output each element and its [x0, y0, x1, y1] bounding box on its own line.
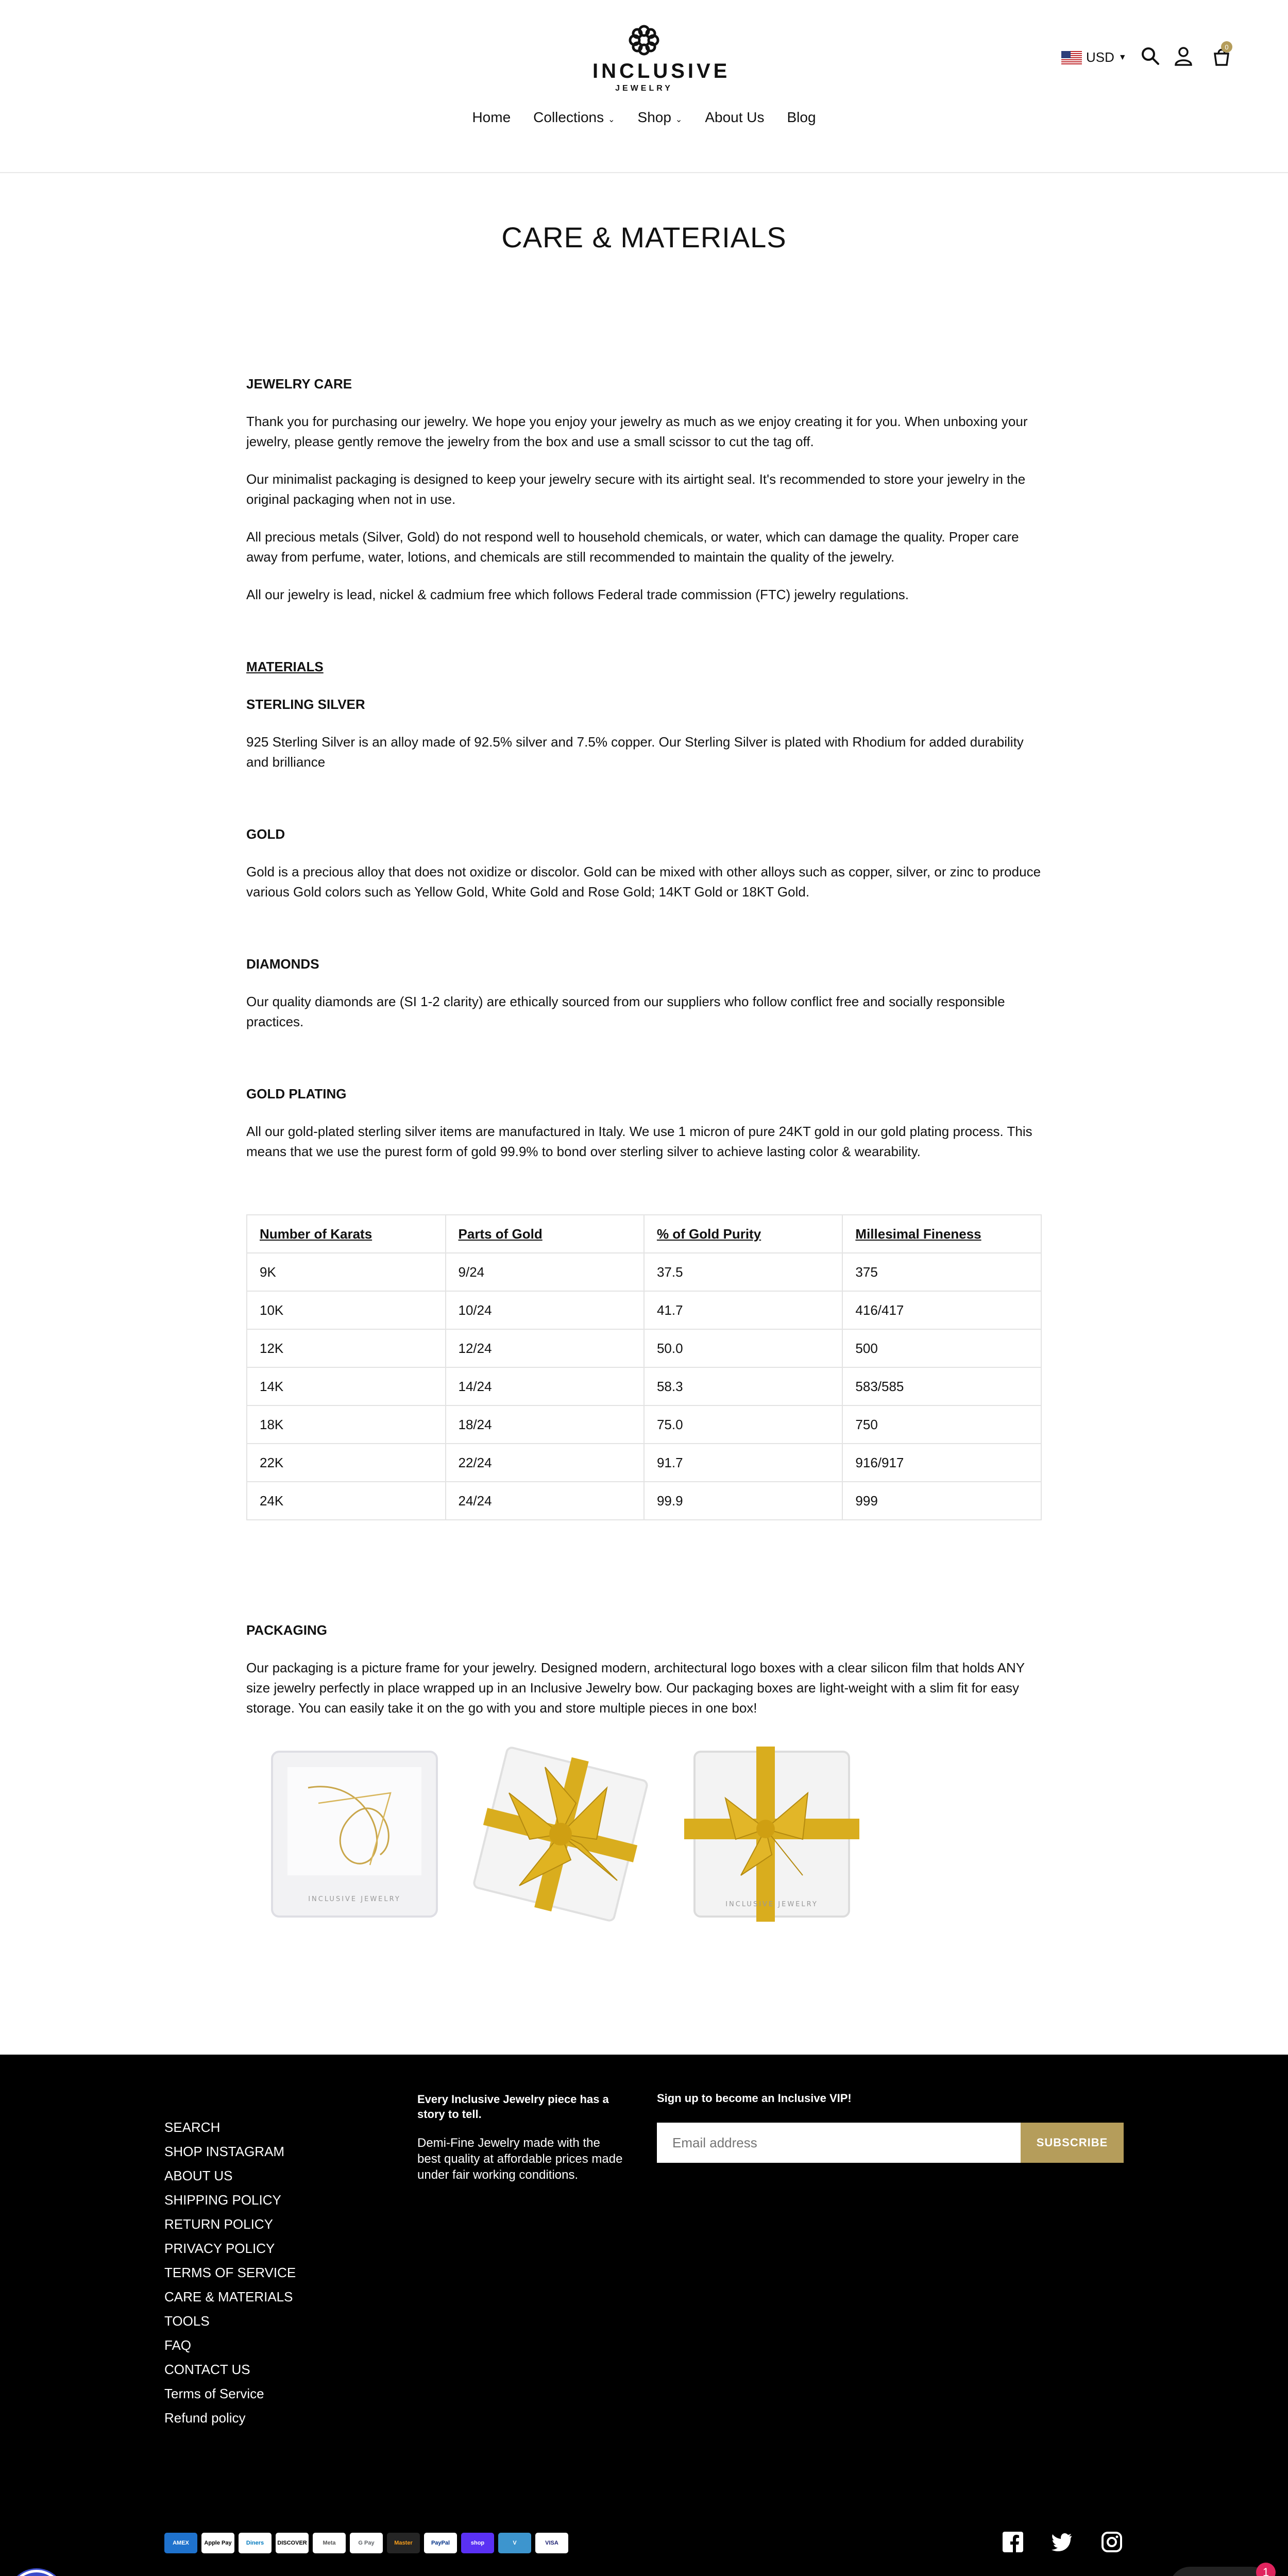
account-icon[interactable]: [1173, 45, 1194, 67]
table-cell: 24/24: [446, 1482, 644, 1520]
footer-about-heading: Every Inclusive Jewelry piece has a story to tell.: [417, 2093, 609, 2121]
site-footer: [0, 2055, 1288, 2576]
footer-about: [417, 2092, 623, 2183]
table-row: [247, 1482, 1041, 1520]
packaging-heading: PACKAGING: [246, 1622, 327, 1638]
table-cell: 41.7: [644, 1291, 842, 1329]
footer-link-care[interactable]: CARE & MATERIALS: [164, 2289, 293, 2304]
footer-link-tools[interactable]: TOOLS: [164, 2313, 210, 2329]
footer-link-terms[interactable]: TERMS OF SERVICE: [164, 2265, 296, 2280]
page-title: CARE & MATERIALS: [501, 221, 787, 253]
nav-about[interactable]: [705, 109, 764, 126]
main-nav: [0, 109, 1288, 126]
footer-link-about[interactable]: ABOUT US: [164, 2168, 233, 2183]
footer-link-shipping[interactable]: SHIPPING POLICY: [164, 2192, 281, 2208]
table-cell: 22/24: [446, 1444, 644, 1482]
table-cell: 18/24: [446, 1405, 644, 1444]
table-header-cell: Parts of Gold: [446, 1215, 644, 1253]
newsletter-heading: Sign up to become an Inclusive VIP!: [657, 2092, 852, 2105]
cart-count-badge: [1221, 41, 1232, 53]
nav-blog[interactable]: [787, 109, 816, 126]
currency-label: USD: [1086, 49, 1114, 65]
brand-name: INCLUSIVE: [592, 60, 731, 82]
footer-link-refund[interactable]: Refund policy: [164, 2410, 246, 2426]
table-cell: 50.0: [644, 1329, 842, 1367]
chevron-down-icon: ⌄: [608, 115, 615, 124]
gold-plating-paragraph: All our gold-plated sterling silver items are manufactured in Italy. We use 1 micron of pure 24KT gold in our gold plating process. This means that we use the purest form of gold 99.9% to bond over sterling silver to achieve lasting color & wearability.: [246, 1124, 1032, 1159]
page-content: [246, 374, 1042, 1162]
care-paragraph-4: All our jewelry is lead, nickel & cadmium free which follows Federal trade commission (FTC) jewelry regulations.: [246, 587, 909, 602]
table-cell: 24K: [247, 1482, 446, 1520]
box-brand-label: INCLUSIVE JEWELRY: [308, 1895, 401, 1903]
site-header: [0, 0, 1288, 173]
table-cell: 14K: [247, 1367, 446, 1405]
payment-icons: [164, 2533, 568, 2553]
table-cell: 999: [842, 1482, 1041, 1520]
table-cell: 37.5: [644, 1253, 842, 1291]
footer-links: [164, 2115, 296, 2430]
table-cell: 12/24: [446, 1329, 644, 1367]
brand-logo[interactable]: [592, 24, 731, 93]
footer-link-instagram[interactable]: SHOP INSTAGRAM: [164, 2144, 285, 2159]
materials-heading: MATERIALS: [246, 659, 324, 674]
brand-subtitle: JEWELRY: [615, 84, 673, 93]
diamonds-paragraph: Our quality diamonds are (SI 1-2 clarity) are ethically sourced from our suppliers who follow conflict free and socially responsible practices.: [246, 994, 1005, 1029]
apple-pay-icon: Apple Pay: [201, 2533, 234, 2553]
nav-home[interactable]: [472, 109, 511, 126]
paypal-icon: PayPal: [424, 2533, 457, 2553]
us-flag-icon: [1061, 51, 1082, 64]
table-cell: 14/24: [446, 1367, 644, 1405]
table-cell: 58.3: [644, 1367, 842, 1405]
table-cell: 18K: [247, 1405, 446, 1444]
table-header-cell: Millesimal Fineness: [842, 1215, 1041, 1253]
nav-collections[interactable]: [533, 109, 615, 126]
cart-count: 0: [1225, 43, 1229, 51]
table-cell: 75.0: [644, 1405, 842, 1444]
packaging-photo-ribbon-box: [468, 1736, 653, 1932]
table-cell: 583/585: [842, 1367, 1041, 1405]
diners-icon: Diners: [239, 2533, 272, 2553]
box-brand-label: INCLUSIVE JEWELRY: [725, 1901, 818, 1908]
gold-heading: GOLD: [246, 826, 285, 842]
google-pay-icon: G Pay: [350, 2533, 383, 2553]
silver-heading: STERLING SILVER: [246, 697, 365, 712]
table-row: [247, 1329, 1041, 1367]
table-header-row: [247, 1215, 1041, 1253]
venmo-icon: V: [498, 2533, 531, 2553]
packaging-section: [246, 1620, 1042, 1718]
meta-pay-icon: Meta: [313, 2533, 346, 2553]
nav-about-label: About Us: [705, 109, 765, 125]
subscribe-button[interactable]: SUBSCRIBE: [1021, 2123, 1124, 2163]
chat-notification-badge: 1: [1256, 2563, 1276, 2576]
table-row: [247, 1367, 1041, 1405]
packaging-photo-open-box: [262, 1736, 447, 1932]
gold-plating-heading: GOLD PLATING: [246, 1086, 347, 1101]
table-row: [247, 1444, 1041, 1482]
gold-paragraph: Gold is a precious alloy that does not oxidize or discolor. Gold can be mixed with other alloys such as copper, silver, or zinc to produce various Gold colors such as Yellow Gold, White Gold and Rose Gold; 14KT Gold or 18KT Gold.: [246, 864, 1041, 900]
table-header-cell: Number of Karats: [247, 1215, 446, 1253]
email-input[interactable]: [657, 2123, 1021, 2163]
discover-icon: DISCOVER: [276, 2533, 309, 2553]
table-cell: 9K: [247, 1253, 446, 1291]
facebook-icon[interactable]: [1002, 2531, 1024, 2553]
footer-link-privacy[interactable]: PRIVACY POLICY: [164, 2241, 275, 2256]
footer-link-contact[interactable]: CONTACT US: [164, 2362, 250, 2377]
caret-down-icon: ▼: [1118, 53, 1127, 62]
nav-collections-label: Collections: [533, 109, 604, 125]
table-cell: 9/24: [446, 1253, 644, 1291]
diamonds-heading: DIAMONDS: [246, 956, 319, 972]
visa-icon: VISA: [535, 2533, 568, 2553]
table-cell: 916/917: [842, 1444, 1041, 1482]
jewelry-care-heading: JEWELRY CARE: [246, 376, 352, 392]
table-header-cell: % of Gold Purity: [644, 1215, 842, 1253]
twitter-icon[interactable]: [1051, 2531, 1074, 2553]
nav-blog-label: Blog: [787, 109, 816, 125]
footer-link-faq[interactable]: FAQ: [164, 2337, 192, 2353]
chevron-down-icon: ⌄: [675, 115, 683, 124]
care-paragraph-2: Our minimalist packaging is designed to keep your jewelry secure with its airtight seal. It's recommended to store your jewelry in the original packaging when not in use.: [246, 471, 1026, 507]
care-paragraph-1: Thank you for purchasing our jewelry. We hope you enjoy your jewelry as much as we enjoy creating it for you. When unboxing your jewelry, please gently remove the jewelry from the box and use a small scissor to cut the tag off.: [246, 414, 1028, 449]
silver-paragraph: 925 Sterling Silver is an alloy made of 92.5% silver and 7.5% copper. Our Sterling Silver is plated with Rhodium for added durability and brilliance: [246, 734, 1024, 770]
table-cell: 375: [842, 1253, 1041, 1291]
care-paragraph-3: All precious metals (Silver, Gold) do not respond well to household chemicals, or water, which can damage the quality. Proper care away from perfume, water, lotions, and chemicals are still recommended to maintain the quality of the jewelry.: [246, 529, 1019, 565]
table-cell: 91.7: [644, 1444, 842, 1482]
table-cell: 22K: [247, 1444, 446, 1482]
nav-shop-label: Shop: [637, 109, 671, 125]
newsletter-signup: [657, 2092, 1124, 2163]
packaging-paragraph: Our packaging is a picture frame for your jewelry. Designed modern, architectural logo boxes with a clear silicon film that holds ANY size jewelry perfectly in place wrapped up in an Inclusive Jewelry bow. Our packaging boxes are light-weight with a slim fit for easy storage. You can easily take it on the go with you and store multiple pieces in one box!: [246, 1660, 1025, 1716]
table-cell: 750: [842, 1405, 1041, 1444]
nav-shop[interactable]: [638, 109, 683, 126]
newsletter-form: [657, 2123, 1124, 2163]
footer-link-terms-service[interactable]: Terms of Service: [164, 2386, 264, 2401]
table-cell: 10K: [247, 1291, 446, 1329]
table-cell: 10/24: [446, 1291, 644, 1329]
amex-icon: AMEX: [164, 2533, 197, 2553]
table-cell: 500: [842, 1329, 1041, 1367]
shop-pay-icon: shop: [461, 2533, 494, 2553]
footer-link-search[interactable]: SEARCH: [164, 2120, 221, 2135]
currency-selector[interactable]: [1061, 49, 1127, 65]
table-cell: 416/417: [842, 1291, 1041, 1329]
search-icon[interactable]: [1140, 45, 1161, 67]
nav-home-label: Home: [472, 109, 511, 125]
table-row: [247, 1405, 1041, 1444]
mastercard-icon: Master: [387, 2533, 420, 2553]
table-row: [247, 1291, 1041, 1329]
table-cell: 12K: [247, 1329, 446, 1367]
footer-link-return[interactable]: RETURN POLICY: [164, 2216, 273, 2232]
table-row: [247, 1253, 1041, 1291]
logo-knot-icon: [628, 24, 660, 57]
table-cell: 99.9: [644, 1482, 842, 1520]
karat-table: [246, 1214, 1042, 1520]
instagram-icon[interactable]: [1100, 2531, 1123, 2553]
packaging-photo-wrapped-box: [679, 1736, 865, 1932]
footer-about-text: Demi-Fine Jewelry made with the best quality at affordable prices made under fair working conditions.: [417, 2136, 623, 2182]
